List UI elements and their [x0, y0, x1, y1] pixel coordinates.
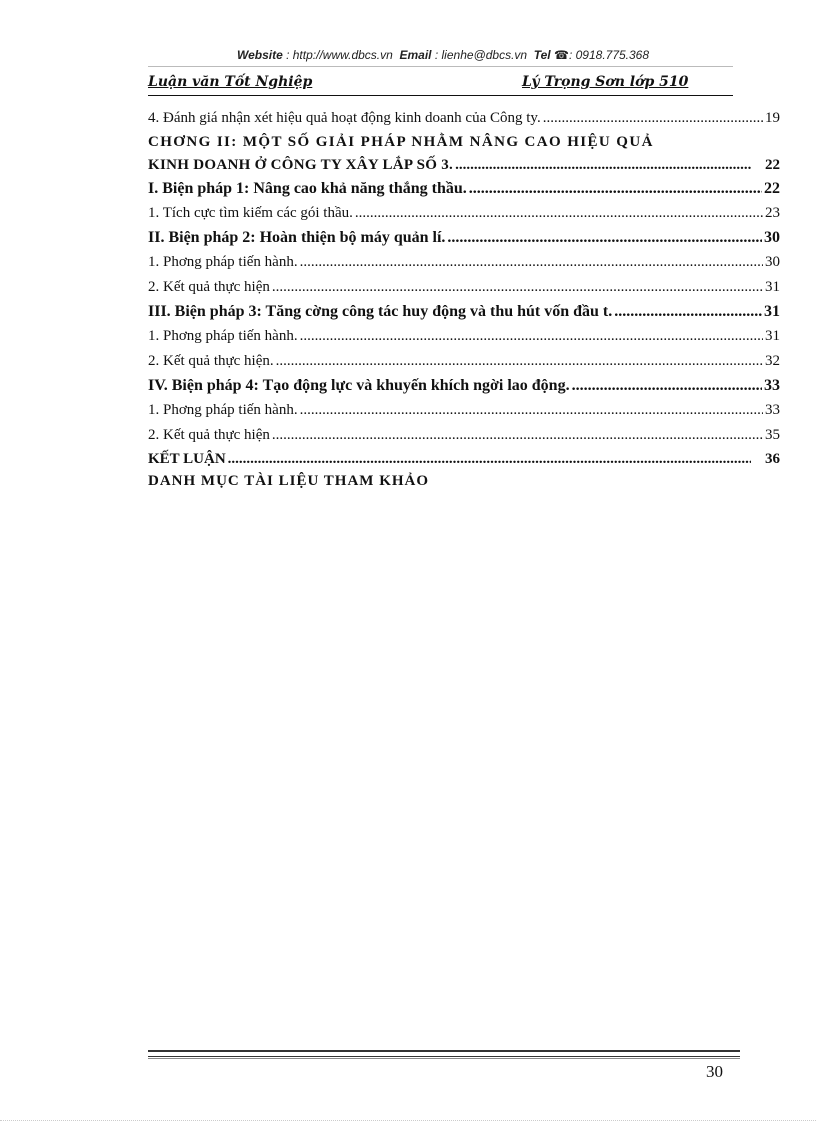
tel-value: : 0918.775.368: [568, 48, 650, 62]
toc-entry-page: 35: [765, 427, 780, 443]
footer-rule-thin: [148, 1058, 740, 1059]
toc-entry-page: 30: [765, 254, 780, 270]
email-value[interactable]: : lienhe@dbcs.vn: [434, 48, 528, 62]
toc-entry[interactable]: [148, 250, 780, 275]
toc-entry-page: 30: [764, 229, 780, 246]
running-header: [148, 74, 733, 92]
toc-dot-leader: [455, 153, 751, 177]
website-url[interactable]: : http://www.dbcs.vn: [286, 48, 393, 62]
toc-references[interactable]: DANH MỤC TÀI LIỆU THAM KHẢO: [148, 473, 430, 489]
toc-entry-page: 33: [764, 377, 780, 394]
toc-entry-text: 1. Tích cực tìm kiếm các gói thầu.: [148, 205, 353, 221]
toc-dot-leader: [614, 300, 762, 324]
toc-dot-leader: [469, 177, 762, 201]
toc-entry-text: IV. Biện pháp 4: Tạo động lực và khuyến khích ngời lao động.: [148, 377, 570, 394]
toc-entry-page: 23: [765, 205, 780, 221]
phone-icon: ☎: [554, 48, 569, 62]
header-divider-top: [148, 66, 733, 67]
page-number: 30: [706, 1062, 723, 1081]
toc-entry-page: 31: [765, 328, 780, 344]
toc-entry[interactable]: [148, 106, 780, 131]
toc-entry-text: 1. Phơng pháp tiến hành.: [148, 328, 298, 344]
tel-label: Tel: [533, 48, 551, 62]
toc-entry-text: 2. Kết quả thực hiện: [148, 279, 270, 295]
toc-section[interactable]: [148, 374, 780, 398]
email-label: Email: [399, 48, 432, 62]
toc-entry[interactable]: [148, 275, 780, 300]
toc-dot-leader: [355, 201, 763, 226]
toc-entry-text: 1. Phơng pháp tiến hành.: [148, 254, 298, 270]
toc-dot-leader: [300, 250, 763, 275]
toc-entry-page: 22: [765, 157, 780, 173]
toc-dot-leader: [572, 374, 762, 398]
footer-rule: [148, 1050, 740, 1057]
page-bottom-border: [0, 1120, 816, 1121]
toc-entry-text: 4. Đánh giá nhận xét hiệu quả hoạt động kinh doanh của Công ty.: [148, 110, 541, 126]
toc-dot-leader: [272, 423, 763, 448]
toc-entry[interactable]: [148, 349, 780, 374]
toc-entry-page: 31: [764, 303, 780, 320]
toc-entry-page: 32: [765, 353, 780, 369]
header-left-title: Luận văn Tốt Nghiệp: [148, 74, 313, 90]
toc-entry-page: 31: [765, 279, 780, 295]
toc-entry-text: I. Biện pháp 1: Nâng cao khả năng thắng thầu.: [148, 180, 467, 197]
toc-entry-text: 2. Kết quả thực hiện: [148, 427, 270, 443]
toc-dot-leader: [272, 275, 763, 300]
toc-chapter-title-cont[interactable]: [148, 153, 780, 177]
toc-entry-page: 22: [764, 180, 780, 197]
toc-conclusion[interactable]: [148, 448, 780, 470]
header-divider-bottom: [148, 95, 733, 96]
website-label: Website: [236, 48, 283, 62]
toc-dot-leader: [228, 448, 751, 470]
toc-entry-text: KINH DOANH Ở CÔNG TY XÂY LẮP SỐ 3.: [148, 157, 454, 173]
toc-entry-page: 33: [765, 402, 780, 418]
toc-entry-text: II. Biện pháp 2: Hoàn thiện bộ máy quản lí.: [148, 229, 446, 246]
toc-entry-page: 19: [765, 110, 780, 126]
toc-entry-text: 2. Kết quả thực hiện.: [148, 353, 274, 369]
table-of-contents: [148, 106, 780, 492]
website-line: [148, 48, 738, 62]
toc-dot-leader: [276, 349, 763, 374]
toc-entry[interactable]: [148, 398, 780, 423]
header-right-title: Lý Trọng Sơn lớp 510: [522, 74, 689, 90]
toc-dot-leader: [447, 226, 762, 250]
toc-entry-page: 36: [765, 451, 780, 467]
toc-entry[interactable]: [148, 423, 780, 448]
toc-dot-leader: [300, 324, 763, 349]
toc-chapter-title[interactable]: CHƠNG II: MỘT SỐ GIẢI PHÁP NHẰM NÂNG CAO HIỆU QUẢ: [148, 134, 654, 150]
toc-entry[interactable]: [148, 201, 780, 226]
toc-entry-text: KẾT LUẬN: [148, 451, 226, 467]
toc-section[interactable]: [148, 177, 780, 201]
toc-dot-leader: [543, 106, 763, 131]
toc-section[interactable]: [148, 300, 780, 324]
toc-section[interactable]: [148, 226, 780, 250]
toc-entry[interactable]: [148, 324, 780, 349]
toc-entry-text: 1. Phơng pháp tiến hành.: [148, 402, 298, 418]
toc-dot-leader: [300, 398, 763, 423]
toc-entry-text: III. Biện pháp 3: Tăng cờng công tác huy động và thu hút vốn đầu t.: [148, 303, 613, 320]
